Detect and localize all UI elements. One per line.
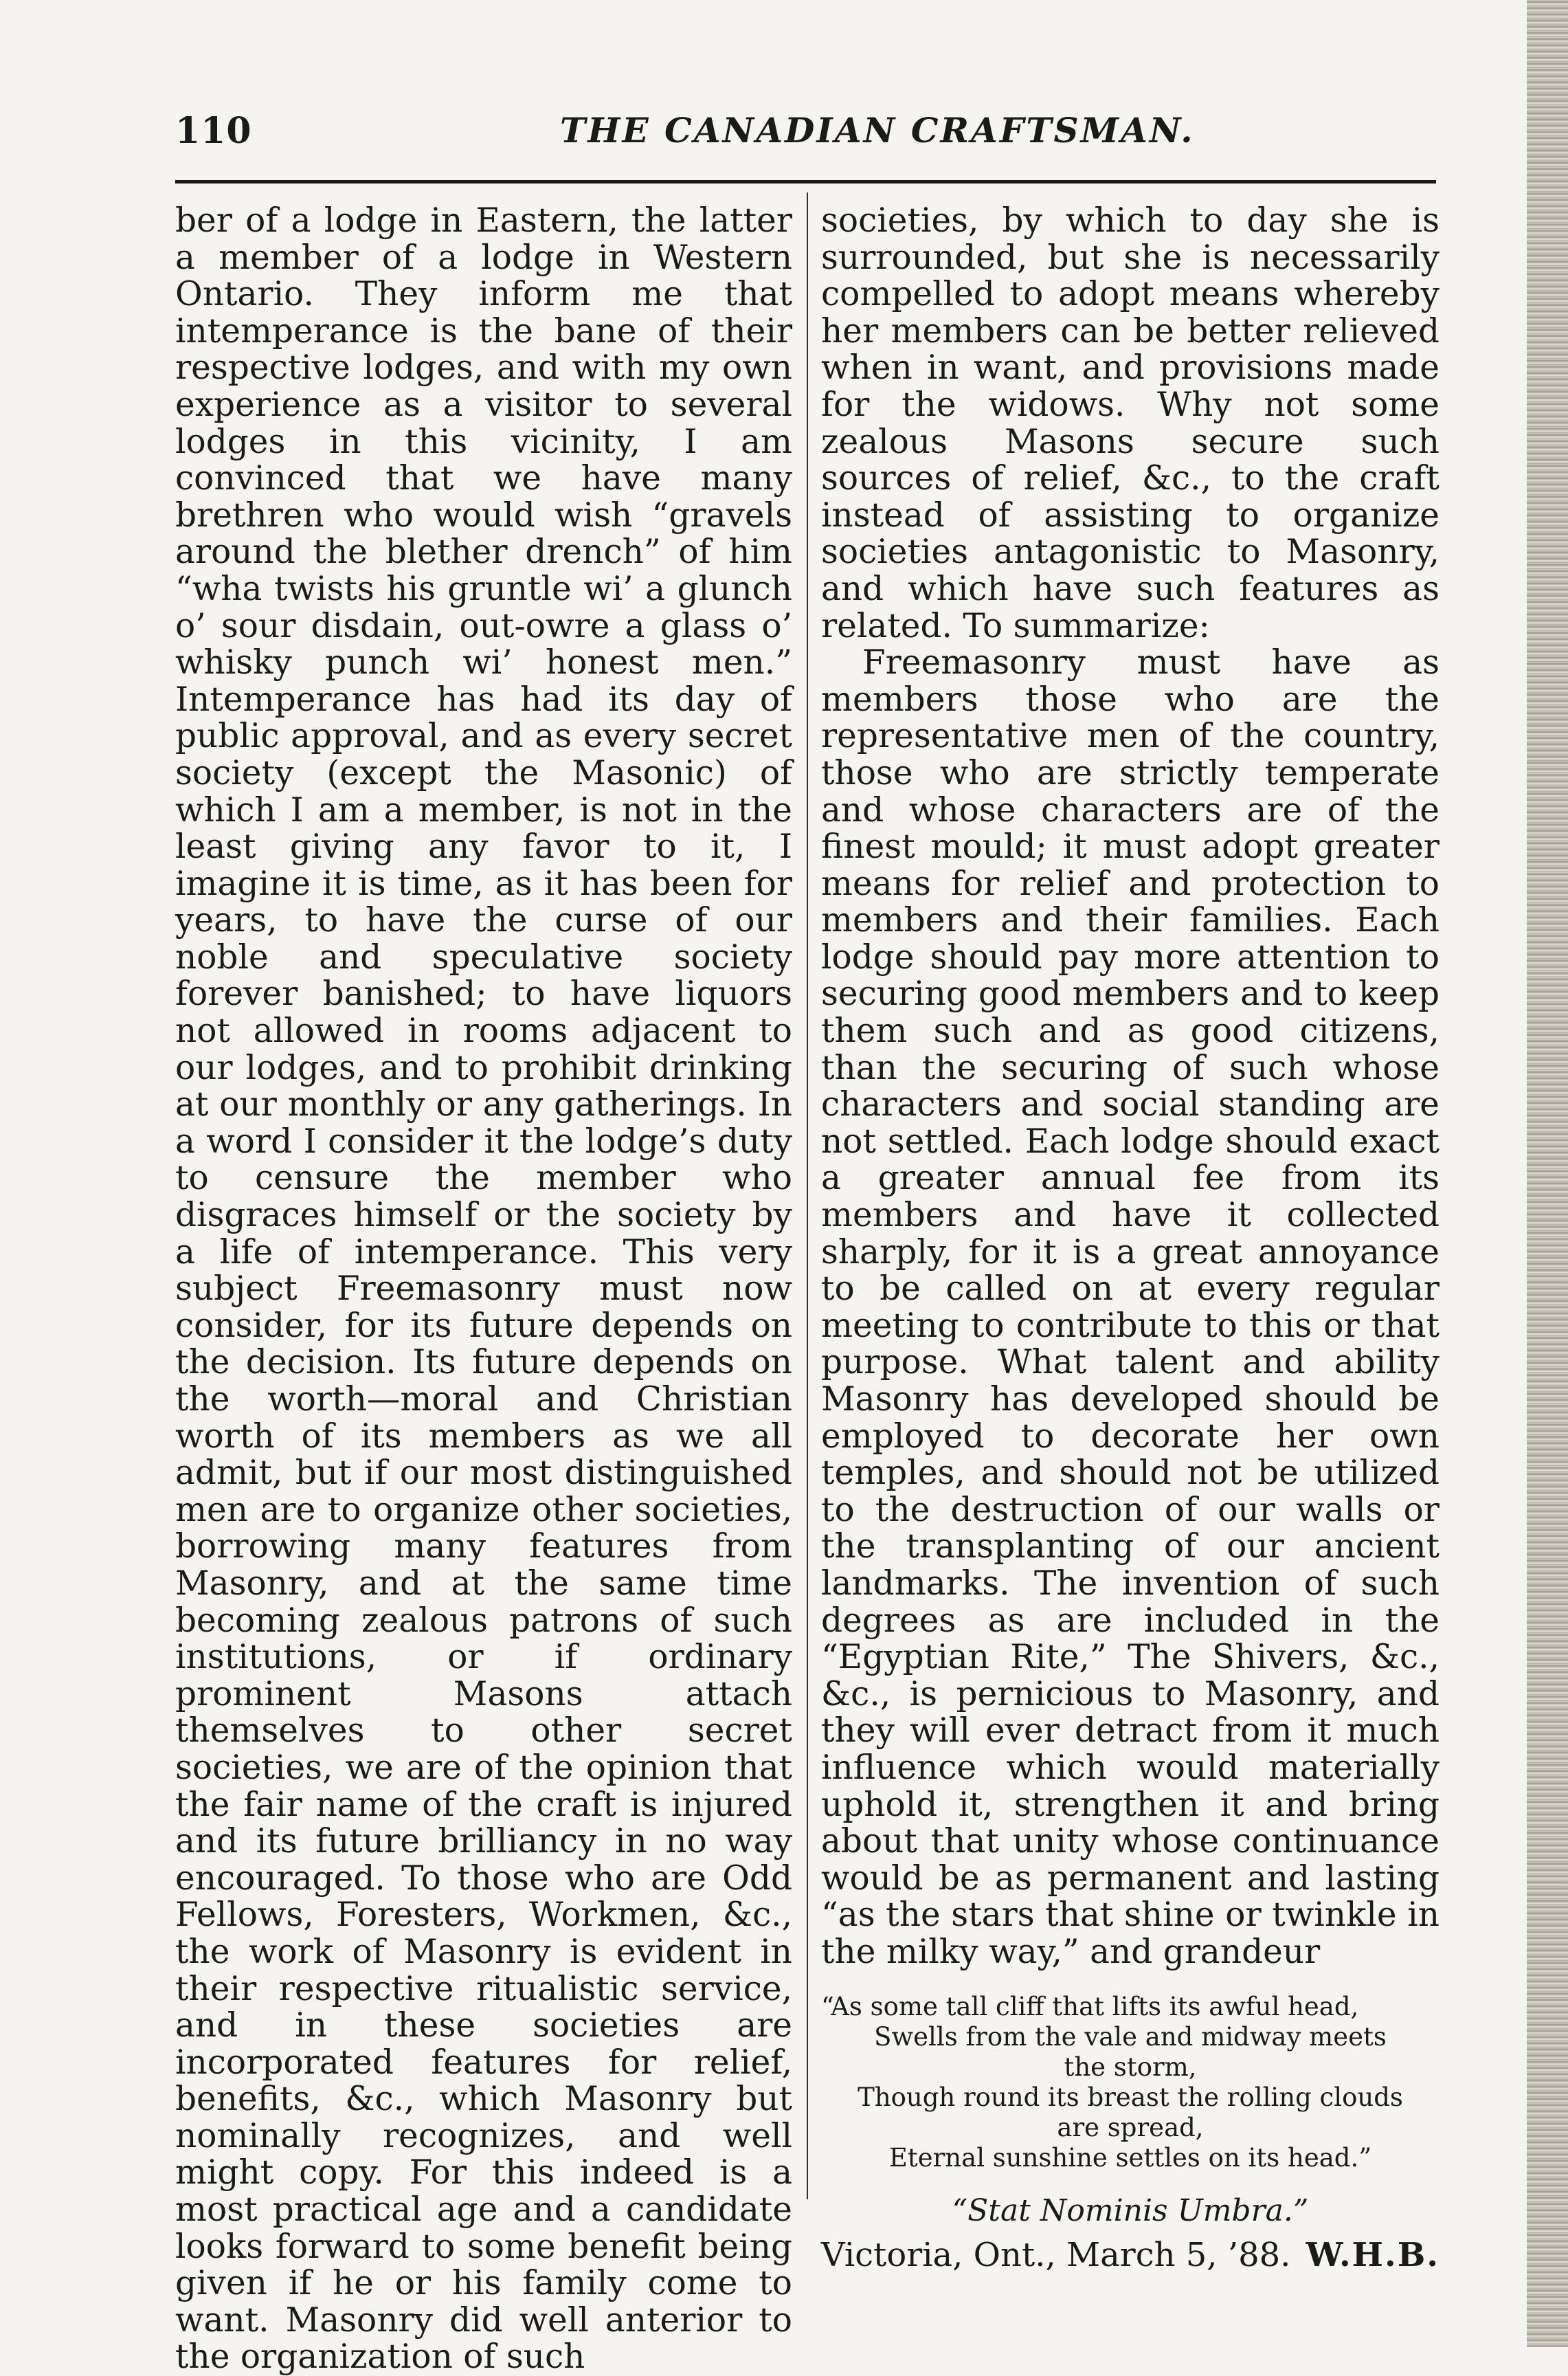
poem-line-2: Swells from the vale and midway meets xyxy=(874,2021,1387,2052)
signature-initials: W.H.B. xyxy=(1306,2236,1440,2275)
poem-line-5: are spread, xyxy=(1057,2112,1204,2142)
header-rule xyxy=(175,180,1436,184)
signature-place-date: Victoria, Ont., March 5, ’88. xyxy=(821,2236,1291,2275)
scanned-page-edge xyxy=(1527,0,1568,2347)
poem-quotation xyxy=(821,1992,1440,2173)
poem-line-1: “As some tall cliff that lifts its awful head, xyxy=(821,1991,1359,2021)
signature-line xyxy=(821,2237,1440,2274)
page-number: 110 xyxy=(175,110,252,152)
poem-line-4: Though round its breast the rolling clouds xyxy=(858,2082,1403,2112)
running-title: THE CANADIAN CRAFTSMAN. xyxy=(560,110,1195,151)
column-divider xyxy=(807,192,808,2199)
left-paragraph-1: ber of a lodge in Eastern, the latter a member of a lodge in Western Ontario. They inform me that intemperance is the bane of their respective lodges, and with my own experience as a visitor to several lodges in this vicinity, I am convinced that we have many brethren who would wish “gravels around the blether drench” of him “wha twists his gruntle wi’ a glunch o’ sour disdain, out-owre a glass o’ whisky punch wi’ honest men.” Intemperance has had its day of public approval, and as every secret society (except the Masonic) of which I am a member, is not in the least giving any favor to it, I imagine it is time, as it has been for years, to have the curse of our noble and speculative society forever banished; to have liquors not allowed in rooms adjacent to our lodges, and to prohibit drinking at our monthly or any gatherings. In a word I consider it the lodge’s duty to censure the member who disgraces himself or the society by a life of intemperance. This very subject Freemasonry must now consider, for its future depends on the decision. Its future depends on the worth—moral and Christian worth of its members as we all admit, but if our most distinguished men are to organize other societies, borrowing many features from Masonry, and at the same time becoming zealous patrons of such institutions, or if ordinary prominent Masons attach themselves to other secret societies, we are of the opinion that the fair name of the craft is injured and its future brilliancy in no way encouraged. To those who are Odd Fellows, Foresters, Workmen, &c., the work of Masonry is evident in their respective ritualistic service, and in these societies are incorporated features for relief, benefits, &c., which Masonry but nominally recognizes, and well might copy. For this indeed is a most practical age and a candidate looks forward to some benefit being given if he or his family come to want. Masonry did well anterior to the organization of such xyxy=(175,201,792,2376)
poem-line-3: the storm, xyxy=(1064,2052,1197,2082)
right-paragraph-1: societies, by which to day she is surrounded, but she is necessarily compelled to adopt means whereby her members can be better relieved when in want, and provisions made for the widows. Why not some zealous Masons secure such sources of relief, &c., to the craft instead of assisting to organize societies antagonistic to Masonry, and which have such features as related. To summarize: xyxy=(821,201,1440,645)
poem-line-6: Eternal sunshine settles on its head.” xyxy=(888,2142,1372,2173)
right-column xyxy=(821,203,1440,2274)
right-paragraph-2: Freemasonry must have as members those who are the representative men of the country, those who are strictly temperate and whose characters are of the finest mould; it must adopt greater means for relief and protection to members and their families. Each lodge should pay more attention to securing good members and to keep them such and as good citizens, than the securing of such whose characters and social standing are not settled. Each lodge should exact a greater annual fee from its members and have it collected sharply, for it is a great annoyance to be called on at every regular meeting to contribute to this or that purpose. What talent and ability Masonry has developed should be employed to decorate her own temples, and should not be utilized to the destruction of our walls or the transplanting of our ancient landmarks. The invention of such degrees as are included in the “Egyptian Rite,” The Shivers, &c., &c., is pernicious to Masonry, and they will ever detract from it much influence which would materially uphold it, strengthen it and bring about that unity whose continuance would be as permanent and lasting “as the stars that shine or twinkle in the milky way,” and grandeur xyxy=(821,643,1440,1971)
left-column xyxy=(175,203,792,2376)
page-header xyxy=(175,103,1436,165)
motto: “Stat Nominis Umbra.” xyxy=(952,2192,1309,2228)
